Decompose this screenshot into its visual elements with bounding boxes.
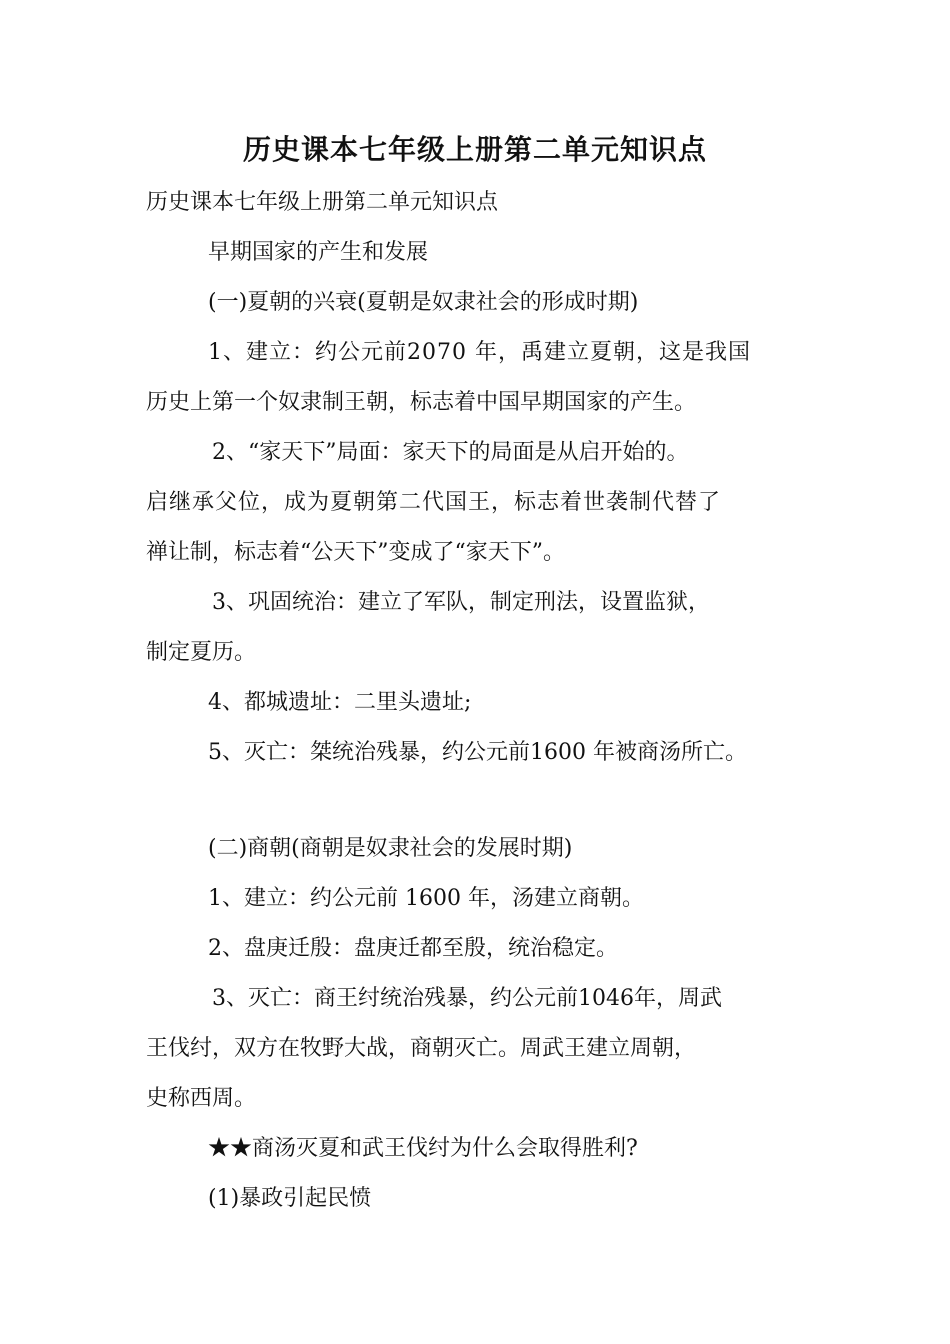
xia-dynasty-heading: (一)夏朝的兴衰(夏朝是奴隶社会的形成时期) bbox=[208, 290, 639, 315]
paragraph-line: 制定夏历。 bbox=[146, 640, 257, 665]
paragraph-line: 3、巩固统治：建立了军队，制定刑法，设置监狱， bbox=[212, 590, 710, 615]
paragraph-line: 王伐纣，双方在牧野大战，商朝灭亡。周武王建立周朝， bbox=[146, 1036, 697, 1061]
paragraph-line: 启继承父位，成为夏朝第二代国王，标志着世袭制代替了 bbox=[146, 490, 722, 515]
answer-line: (1)暴政引起民愤 bbox=[208, 1186, 372, 1211]
paragraph-line: 历史上第一个奴隶制王朝，标志着中国早期国家的产生。 bbox=[146, 390, 697, 415]
paragraph-line: 1、建立：约公元前2070 年，禹建立夏朝，这是我国 bbox=[208, 340, 751, 365]
subtitle-line: 历史课本七年级上册第二单元知识点 bbox=[146, 190, 499, 215]
paragraph-line: 4、都城遗址：二里头遗址; bbox=[208, 690, 472, 715]
blank-gap bbox=[146, 778, 816, 824]
paragraph-line: 1、建立：约公元前 1600 年，汤建立商朝。 bbox=[208, 886, 644, 911]
section-heading: 早期国家的产生和发展 bbox=[208, 240, 429, 265]
paragraph-line: 3、灭亡：商王纣统治残暴，约公元前1046年，周武 bbox=[212, 986, 722, 1011]
paragraph-line: 2、“家天下”局面：家天下的局面是从启开始的。 bbox=[212, 440, 689, 465]
paragraph-line: 5、灭亡：桀统治残暴，约公元前1600 年被商汤所亡。 bbox=[208, 740, 747, 765]
paragraph-line: 禅让制，标志着“公天下”变成了“家天下”。 bbox=[146, 540, 565, 565]
paragraph-line: 史称西周。 bbox=[146, 1086, 257, 1111]
question-line: ★★商汤灭夏和武王伐纣为什么会取得胜利? bbox=[208, 1136, 638, 1161]
document-body bbox=[146, 178, 816, 1224]
document-title: 历史课本七年级上册第二单元知识点 bbox=[242, 133, 707, 166]
shang-dynasty-heading: (二)商朝(商朝是奴隶社会的发展时期) bbox=[208, 836, 573, 861]
paragraph-line: 2、盘庚迁殷：盘庚迁都至殷，统治稳定。 bbox=[208, 936, 618, 961]
